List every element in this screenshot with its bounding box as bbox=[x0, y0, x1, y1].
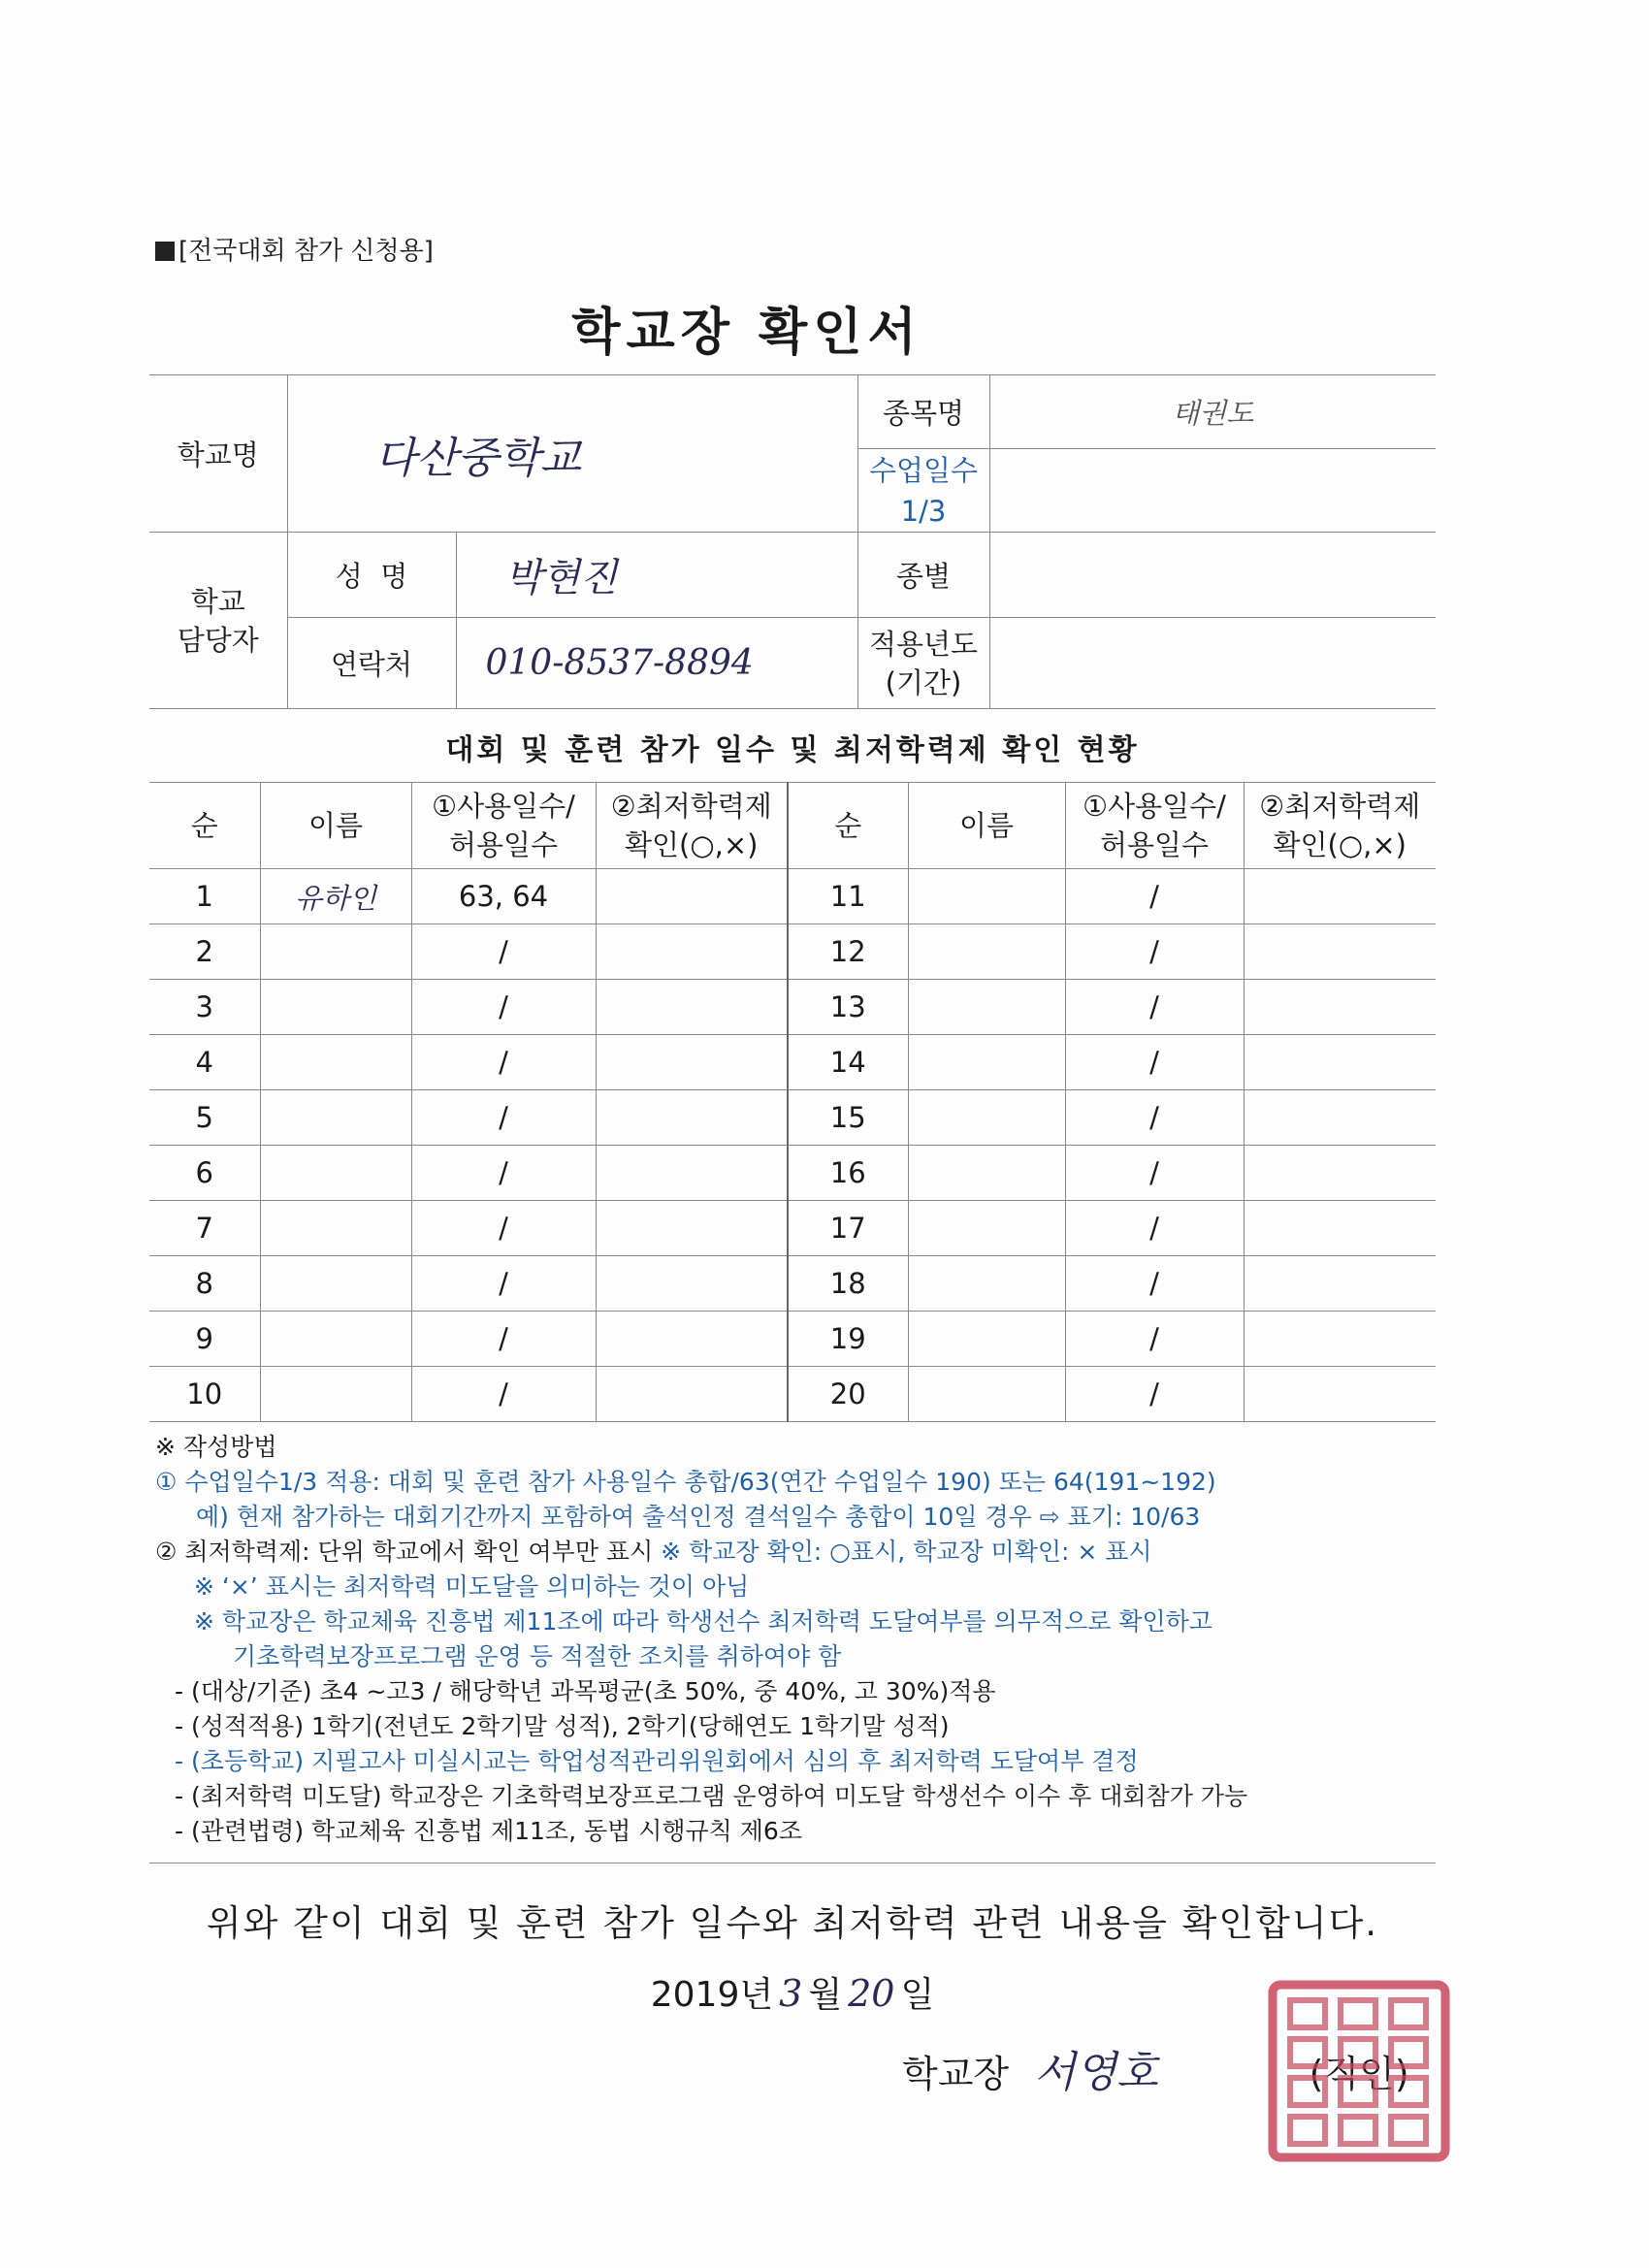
row-days: / bbox=[1065, 924, 1244, 980]
note-4-line2: 기초학력보장프로그램 운영 등 적절한 조치를 취하여야 함 bbox=[233, 1642, 842, 1670]
detail-2: - (성적적용) 1학기(전년도 2학기말 성적), 2학기(당해연도 1학기말 성적) bbox=[175, 1712, 950, 1740]
row-days: / bbox=[411, 924, 596, 980]
row-days: / bbox=[1065, 1256, 1244, 1312]
header-check-line2: 확인(○,×) bbox=[625, 828, 759, 861]
seal-glyph-stroke bbox=[1341, 2000, 1375, 2027]
row-check bbox=[596, 1367, 788, 1422]
row-name bbox=[260, 1367, 411, 1422]
row-days: / bbox=[1065, 1367, 1244, 1422]
row-name bbox=[260, 1256, 411, 1312]
seal-glyph-stroke bbox=[1391, 2039, 1426, 2066]
seal-glyph-stroke bbox=[1341, 2078, 1375, 2105]
row-check bbox=[596, 1201, 788, 1256]
seal-glyph-stroke bbox=[1290, 2000, 1325, 2027]
seal-glyph-stroke bbox=[1341, 2039, 1375, 2066]
row-no: 20 bbox=[788, 1367, 908, 1422]
note-1-line2: 예) 현재 참가하는 대회기간까지 포함하여 출석인정 결석일수 총합이 10일 경우 ⇨ 표기: 10/63 bbox=[196, 1503, 1201, 1531]
table-row bbox=[149, 869, 1436, 924]
row-days: / bbox=[411, 1256, 596, 1312]
row-check bbox=[596, 1256, 788, 1312]
date-month-label: 월 bbox=[808, 1975, 843, 2015]
row-days: / bbox=[1065, 1035, 1244, 1090]
header-name: 이름 bbox=[260, 783, 411, 869]
row-check bbox=[596, 1090, 788, 1146]
row-no: 6 bbox=[149, 1146, 260, 1201]
note-2-mark: ※ 학교장 확인: ○표시, 학교장 미확인: × 표시 bbox=[661, 1538, 1152, 1566]
row-days: / bbox=[1065, 1146, 1244, 1201]
row-no: 4 bbox=[149, 1035, 260, 1090]
header-no: 순 bbox=[149, 783, 260, 869]
row-check bbox=[1244, 1256, 1436, 1312]
row-no: 12 bbox=[788, 924, 908, 980]
header-check bbox=[596, 783, 788, 869]
row-no: 19 bbox=[788, 1312, 908, 1367]
manager-label-line1: 학교 bbox=[190, 584, 245, 618]
row-name bbox=[260, 1312, 411, 1367]
header-name-right: 이름 bbox=[908, 783, 1065, 869]
classdays-label-line1: 수업일수 bbox=[868, 453, 979, 487]
row-days: / bbox=[1065, 1201, 1244, 1256]
manager-label-line2: 담당자 bbox=[177, 623, 259, 657]
row-no: 11 bbox=[788, 869, 908, 924]
type-value bbox=[989, 533, 1436, 618]
table-row bbox=[149, 1256, 1436, 1312]
row-no: 1 bbox=[149, 869, 260, 924]
row-no: 3 bbox=[149, 980, 260, 1035]
row-days: / bbox=[1065, 980, 1244, 1035]
row-no: 14 bbox=[788, 1035, 908, 1090]
row-days: / bbox=[1065, 1312, 1244, 1367]
row-no: 9 bbox=[149, 1312, 260, 1367]
info-table bbox=[149, 374, 1436, 709]
date-day-label: 일 bbox=[900, 1975, 935, 2015]
classdays-label bbox=[857, 449, 989, 533]
seal-glyph-stroke bbox=[1290, 2117, 1325, 2144]
row-no: 16 bbox=[788, 1146, 908, 1201]
sport-value: 태권도 bbox=[989, 375, 1436, 449]
note-2 bbox=[155, 1535, 1445, 1570]
row-name bbox=[260, 1201, 411, 1256]
row-check bbox=[1244, 1146, 1436, 1201]
row-days: / bbox=[411, 1201, 596, 1256]
year-value bbox=[989, 618, 1436, 709]
row-name bbox=[908, 1090, 1065, 1146]
header-check-right-line1: ②최저학력제 bbox=[1259, 790, 1421, 823]
sport-label: 종목명 bbox=[857, 375, 989, 449]
row-name bbox=[908, 1201, 1065, 1256]
note-4-line1: ※ 학교장은 학교체육 진흥법 제11조에 따라 학생선수 최저학력 도달여부를 의무적으로 확인하고 bbox=[194, 1607, 1212, 1636]
row-name bbox=[908, 1146, 1065, 1201]
row-days: / bbox=[1065, 869, 1244, 924]
notes-heading: ※ 작성방법 bbox=[155, 1433, 277, 1461]
date-month-value: 3 bbox=[779, 1972, 803, 2015]
instructions bbox=[155, 1430, 1445, 1849]
seal-glyph-stroke bbox=[1391, 2078, 1426, 2105]
seal-glyph-stroke bbox=[1290, 2078, 1325, 2105]
row-check bbox=[1244, 1090, 1436, 1146]
table-row bbox=[149, 980, 1436, 1035]
status-table bbox=[149, 782, 1436, 1422]
row-check bbox=[1244, 1312, 1436, 1367]
year-label-line1: 적용년도 bbox=[868, 627, 979, 661]
type-label: 종별 bbox=[857, 533, 989, 618]
row-name bbox=[908, 924, 1065, 980]
row-days: / bbox=[411, 1035, 596, 1090]
row-no: 15 bbox=[788, 1090, 908, 1146]
status-header-row bbox=[149, 783, 1436, 869]
classdays-label-line2: 1/3 bbox=[900, 494, 947, 528]
row-days: / bbox=[411, 1090, 596, 1146]
row-name bbox=[260, 1146, 411, 1201]
row-no: 18 bbox=[788, 1256, 908, 1312]
row-name bbox=[260, 980, 411, 1035]
row-days: / bbox=[1065, 1090, 1244, 1146]
row-no: 5 bbox=[149, 1090, 260, 1146]
row-name bbox=[908, 980, 1065, 1035]
note-3: ※ ‘×’ 표시는 최저학력 미도달을 의미하는 것이 아님 bbox=[194, 1572, 750, 1601]
row-check bbox=[1244, 869, 1436, 924]
row-days: / bbox=[411, 1312, 596, 1367]
row-name bbox=[908, 1367, 1065, 1422]
note-2-text: ② 최저학력제: 단위 학교에서 확인 여부만 표시 bbox=[155, 1538, 662, 1566]
contact-label: 연락처 bbox=[287, 618, 456, 709]
name-value: 박현진 bbox=[456, 533, 857, 618]
row-no: 17 bbox=[788, 1201, 908, 1256]
row-no: 10 bbox=[149, 1367, 260, 1422]
detail-4: - (최저학력 미도달) 학교장은 기초학력보장프로그램 운영하여 미도달 학생선수 이수 후 대회참가 가능 bbox=[175, 1782, 1248, 1810]
row-check bbox=[596, 1146, 788, 1201]
seal-glyph-stroke bbox=[1341, 2117, 1375, 2144]
row-check bbox=[596, 1312, 788, 1367]
row-name bbox=[260, 1090, 411, 1146]
header-check-right bbox=[1244, 783, 1436, 869]
row-days: / bbox=[411, 980, 596, 1035]
header-days bbox=[411, 783, 596, 869]
row-days: / bbox=[411, 1367, 596, 1422]
row-days: 63, 64 bbox=[411, 869, 596, 924]
row-days: / bbox=[411, 1146, 596, 1201]
table-row bbox=[149, 1201, 1436, 1256]
seal-glyph-stroke bbox=[1391, 2000, 1426, 2027]
row-name bbox=[908, 1035, 1065, 1090]
principal-signature: 서영호 bbox=[1034, 2048, 1158, 2097]
row-check bbox=[1244, 1035, 1436, 1090]
table-row bbox=[149, 1146, 1436, 1201]
official-seal-icon bbox=[1267, 1979, 1451, 2163]
square-bullet-icon bbox=[155, 242, 175, 261]
seal-glyph-stroke bbox=[1391, 2117, 1426, 2144]
table-row bbox=[149, 1035, 1436, 1090]
document-title: 학교장 확인서 bbox=[571, 304, 922, 362]
row-name bbox=[260, 1035, 411, 1090]
year-label bbox=[857, 618, 989, 709]
date-year: 2019년 bbox=[650, 1975, 774, 2015]
seal-label: (직인) bbox=[1309, 2053, 1409, 2095]
year-label-line2: (기간) bbox=[885, 665, 962, 699]
detail-5: - (관련법령) 학교체육 진흥법 제11조, 동법 시행규칙 제6조 bbox=[175, 1817, 802, 1845]
table-row bbox=[149, 924, 1436, 980]
header-days-right-line1: ①사용일수/ bbox=[1083, 790, 1226, 823]
header-no-right: 순 bbox=[788, 783, 908, 869]
row-name bbox=[908, 1312, 1065, 1367]
row-check bbox=[596, 1035, 788, 1090]
row-no: 13 bbox=[788, 980, 908, 1035]
detail-1: - (대상/기준) 초4 ~고3 / 해당학년 과목평균(초 50%, 중 40%, 고 30%)적용 bbox=[175, 1677, 996, 1705]
row-name bbox=[260, 924, 411, 980]
manager-label bbox=[149, 533, 287, 709]
detail-3: - (초등학교) 지필고사 미실시교는 학업성적관리위원회에서 심의 후 최저학력 도달여부 결정 bbox=[175, 1747, 1139, 1775]
row-name bbox=[908, 1256, 1065, 1312]
row-check bbox=[1244, 980, 1436, 1035]
header-check-right-line2: 확인(○,×) bbox=[1273, 828, 1406, 861]
table-row bbox=[149, 1090, 1436, 1146]
header-days-line2: 허용일수 bbox=[448, 828, 559, 861]
table-row bbox=[149, 1367, 1436, 1422]
school-label: 학교명 bbox=[149, 375, 287, 533]
table-row bbox=[149, 1312, 1436, 1367]
row-check bbox=[1244, 924, 1436, 980]
header-days-right-line2: 허용일수 bbox=[1099, 828, 1210, 861]
form-tag-text: [전국대회 참가 신청용] bbox=[178, 237, 434, 266]
form-tag bbox=[155, 231, 434, 267]
school-value: 다산중학교 bbox=[287, 375, 857, 533]
classdays-value bbox=[989, 449, 1436, 533]
row-check bbox=[596, 980, 788, 1035]
row-no: 7 bbox=[149, 1201, 260, 1256]
row-no: 8 bbox=[149, 1256, 260, 1312]
row-check bbox=[596, 869, 788, 924]
name-label: 성 명 bbox=[287, 533, 456, 618]
row-check bbox=[1244, 1367, 1436, 1422]
row-check bbox=[1244, 1201, 1436, 1256]
contact-value: 010-8537-8894 bbox=[456, 618, 857, 709]
header-check-line1: ②최저학력제 bbox=[610, 790, 772, 823]
note-1-line1: ① 수업일수1/3 적용: 대회 및 훈련 참가 사용일수 총합/63(연간 수업일수 190) 또는 64(191~192) bbox=[155, 1468, 1216, 1496]
row-no: 2 bbox=[149, 924, 260, 980]
row-name: 유하인 bbox=[260, 869, 411, 924]
principal-label: 학교장 bbox=[902, 2053, 1010, 2095]
row-check bbox=[596, 924, 788, 980]
section-title: 대회 및 훈련 참가 일수 및 최저학력제 확인 현황 bbox=[445, 733, 1140, 767]
date-day-value: 20 bbox=[848, 1972, 895, 2015]
header-days-line1: ①사용일수/ bbox=[432, 790, 575, 823]
seal-glyph-stroke bbox=[1290, 2039, 1325, 2066]
row-name bbox=[908, 869, 1065, 924]
confirmation-text: 위와 같이 대회 및 훈련 참가 일수와 최저학력 관련 내용을 확인합니다. bbox=[206, 1902, 1379, 1944]
header-days-right bbox=[1065, 783, 1244, 869]
